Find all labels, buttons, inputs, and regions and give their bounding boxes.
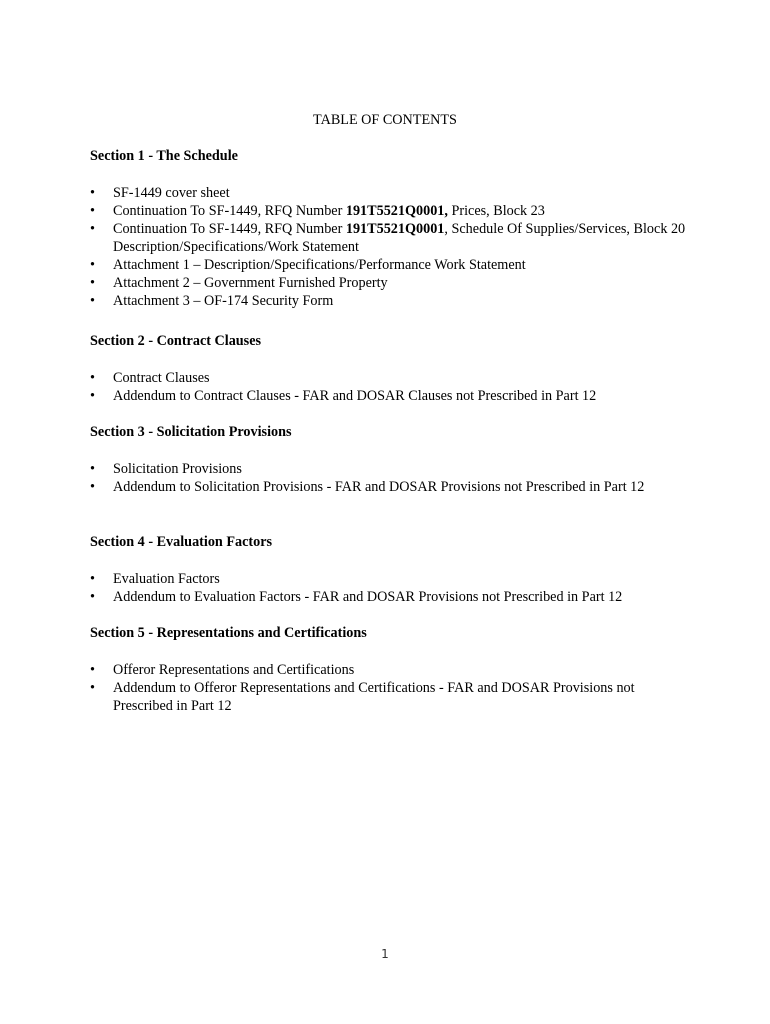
- list-item: • Continuation To SF-1449, RFQ Number 191T5521Q0001, Prices, Block 23: [90, 203, 545, 219]
- rfq-number: 191T5521Q0001,: [345, 203, 448, 219]
- section-2: [90, 333, 690, 405]
- list-item: • Continuation To SF-1449, RFQ Number 191T5521Q0001, Schedule Of Supplies/Services, Block 20 Description/Specifications/Work Statement: [90, 221, 686, 255]
- section-item-list: [90, 460, 690, 496]
- list-item: • Contract Clauses: [90, 370, 210, 386]
- bullet-icon: •: [90, 203, 95, 219]
- list-item: • Addendum to Contract Clauses - FAR and DOSAR Clauses not Prescribed in Part 12: [90, 388, 597, 404]
- bullet-icon: •: [90, 275, 95, 291]
- bullet-icon: •: [90, 293, 95, 309]
- section-heading: Section 1 - The Schedule: [90, 148, 238, 164]
- section-item-list: [90, 570, 690, 606]
- bullet-icon: •: [90, 370, 95, 386]
- bullet-icon: •: [90, 257, 95, 273]
- bullet-icon: •: [90, 479, 95, 495]
- section-item-list: [90, 661, 690, 715]
- section-heading: Section 5 - Representations and Certifications: [90, 625, 367, 641]
- bullet-icon: •: [90, 221, 95, 237]
- section-heading: Section 2 - Contract Clauses: [90, 333, 262, 349]
- list-item: • Solicitation Provisions: [90, 461, 242, 477]
- bullet-icon: •: [90, 461, 95, 477]
- bullet-icon: •: [90, 662, 95, 678]
- bullet-icon: •: [90, 185, 95, 201]
- list-item: • Evaluation Factors: [90, 571, 220, 587]
- section-4: [90, 534, 690, 606]
- rfq-number: 191T5521Q0001: [345, 221, 445, 237]
- list-item: • Addendum to Evaluation Factors - FAR and DOSAR Provisions not Prescribed in Part 12: [90, 589, 623, 605]
- section-heading: Section 3 - Solicitation Provisions: [90, 424, 292, 440]
- bullet-icon: •: [90, 571, 95, 587]
- document-title: TABLE OF CONTENTS: [313, 112, 457, 128]
- bullet-icon: •: [90, 680, 95, 696]
- list-item: • Attachment 3 – OF-174 Security Form: [90, 293, 334, 309]
- list-item: • Addendum to Solicitation Provisions - FAR and DOSAR Provisions not Prescribed in Part 12: [90, 479, 645, 495]
- list-item: • Attachment 2 – Government Furnished Property: [90, 275, 388, 291]
- page-number: 1: [381, 947, 389, 961]
- section-item-list: [90, 184, 690, 310]
- list-item: • Attachment 1 – Description/Specifications/Performance Work Statement: [90, 257, 526, 273]
- section-heading: Section 4 - Evaluation Factors: [90, 534, 273, 550]
- list-item: • Addendum to Offeror Representations and Certifications - FAR and DOSAR Provisions not Prescribed in Part 12: [90, 680, 635, 714]
- section-5: [90, 625, 690, 715]
- list-item: • Offeror Representations and Certifications: [90, 662, 355, 678]
- section-item-list: [90, 369, 690, 405]
- section-3: [90, 424, 690, 496]
- list-item: • SF-1449 cover sheet: [90, 185, 230, 201]
- bullet-icon: •: [90, 589, 95, 605]
- section-1: [90, 148, 690, 310]
- bullet-icon: •: [90, 388, 95, 404]
